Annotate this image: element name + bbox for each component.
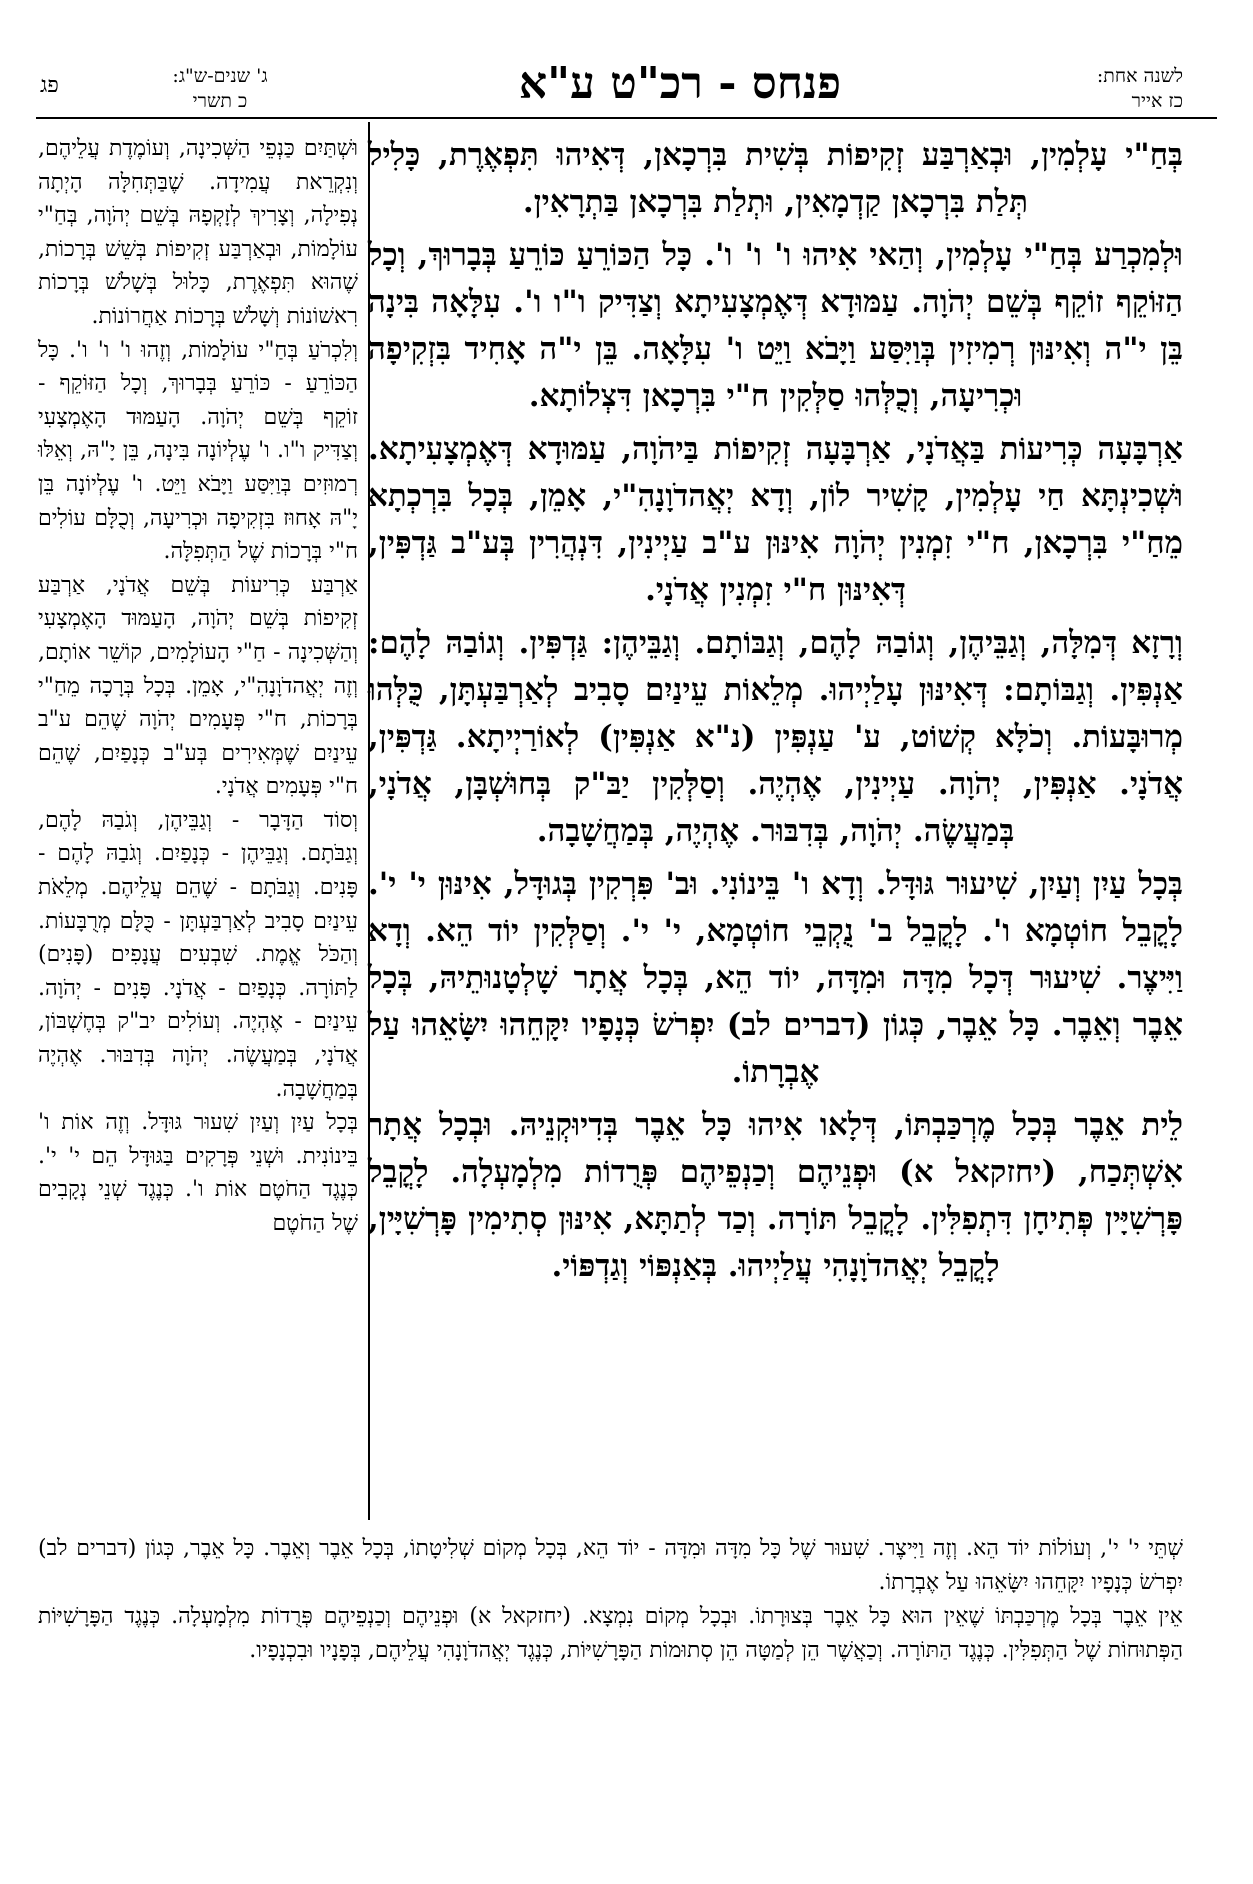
commentary-column [38, 132, 358, 1241]
footer-paragraph: אֵין אֵבֶר בְּכָל מֶרְכַּבְתּוֹ שֶׁאֵין הוּא כָּל אֵבֶר בְּצוּרָתוֹ. וּבְכָל מְקוֹם נִמְצָא. (יחזקאל א) וּפְנֵיהֶם וְכַנְפֵיהֶם פְּרֻדוֹת מִלְמָעְלָה. כְּנֶגֶד הַפָּרָשִׁיּוֹת הַפְּתוּחוֹת שֶׁל הַתְּפִלִּין. כְּנֶגֶד הַתּוֹרָה. וְכַאֲשֶׁר הֵן לְמַטָּה הֵן סְתוּמוֹת הַפָּרָשִׁיּוֹת, כְּנֶגֶד יְאֲהדֹוָנָהִי עֲלֵיהֶם, בְּפָנָיו וּבִכְנָפָיו. [38, 1604, 1183, 1663]
page-title: פנחס - רכ"ט ע"א [518, 58, 842, 109]
cycle-schedule-label: ג' שנים-ש"ג: [172, 65, 268, 87]
main-text-column [368, 132, 1183, 1296]
year-schedule [1033, 64, 1183, 116]
year-schedule-date: כז אייר [1131, 90, 1183, 112]
main-paragraph: אַרְבָּעָה כְּרִיעוֹת בַּאֲדֹנָי, אַרְבָּעָה זְקִיפוֹת בַּיהֹוָה, עַמּוּדָא דְּאֶמְצָעִיתָא. וּשְׁכִינְתָּא חַי עָלְמִין, קָשִׁיר לוֹן, וְדָא יְאֲהדֹוָנָהִ"י, אָמֵן, בְּכָל בִּרְכְתָא מֵחַ"י בִּרְכָאן, ח"י זִמְנִין יְהֹוָה אִינּוּן ע"ב עַיְינִין, דִּנְהֲרִין בְּע"ב גַּדְפִּין, דְּאִינּוּן ח"י זִמְנִין אֲדֹנָי. [368, 431, 1183, 608]
column-divider [368, 122, 370, 1520]
commentary-paragraph: אַרְבַּע כְּרִיעוֹת בְּשֵׁם אֲדֹנָי, אַרְבַּע זְקִיפוֹת בְּשֵׁם יְהֹוָה, הָעַמּוּד הָאֶמְצָעִי וְהַשְּׁכִינָה - חַ"י הָעוֹלָמִים, קוֹשֵׁר אוֹתָם, וְזֶה יְאֲהדֹוָנָהִ"י, אָמֵן. בְּכָל בְּרָכָה מֵחַ"י בְּרָכוֹת, ח"י פְּעָמִים יְהֹוָה שֶׁהֵם ע"ב עֵינַיִם שֶׁמְּאִירִים בְּע"ב כְּנָפַיִם, שֶׁהֵם ח"י פְּעָמִים אֲדֹנָי. [38, 572, 358, 800]
commentary-paragraph: וְסוֹד הַדָּבָר - וְגַבֵּיהֶן, וְגֹבַהּ לָהֶם, וְגַבֹּתָם. וְגַבֵּיהֶן - כְּנָפַיִם. וְגֹבַהּ לָהֶם - פָּנִים. וְגַבֹּתָם - שֶׁהֵם עֲלֵיהֶם. מְלֵאֹת עֵינַיִם סָבִיב לְאַרְבַּעְתָּן - כֻּלָּם מְרֻבָּעוֹת. וְהַכֹּל אֱמֶת. שִׁבְעִים עֲנָפִים (פָּנִים) לַתּוֹרָה. כְּנָפַיִם - אֲדֹנָי. פָּנִים - יְהֹוָה. עֵינַיִם - אֶהְיֶה. וְעוֹלִים יב"ק בְּחֶשְׁבּוֹן, אֲדֹנָי, בְּמַעֲשֶׂה. יְהֹוָה בְּדִבּוּר. אֶהְיֶה בְּמַחֲשָׁבָה. [38, 807, 358, 1102]
footer-commentary [38, 1532, 1183, 1668]
main-paragraph: וְרָזָא דְּמִלָּה, וְגַבֵּיהֶן, וְגוֹבַהּ לָהֶם, וְגַבּוֹתָם. וְגַבֵּיהֶן: גַּדְפִּין. וְגוֹבַהּ לָהֶם: אַנְפִּין. וְגַבּוֹתָם: דְּאִינּוּן עָלַיְיהוּ. מְלֵאוֹת עֵינַיִם סָבִיב לְאַרְבַּעְתָּן, כֻּלְּהוּ מְרוּבָּעוֹת. וְכֹלָּא קְשׁוֹט, ע' עַנְפִּין (נ"א אַנְפִּין) לְאוֹרַיְיתָא. גַּדְפִּין, אֲדֹנָי. אַנְפִּין, יְהֹוָה. עַיְינִין, אֶהְיֶה. וְסַלְּקִין יַבּ"ק בְּחוּשְׁבָּן, אֲדֹנָי, בְּמַעֲשֶׂה. יְהֹוָה, בְּדִבּוּר. אֶהְיֶה, בְּמַחֲשָׁבָה. [368, 625, 1183, 849]
cycle-schedule [120, 64, 320, 116]
commentary-paragraph: וְלִכְרֹעַ בְּחַ"י עוֹלָמוֹת, וְזֶהוּ ו' ו' ו'. כָּל הַכּוֹרֵעַ - כּוֹרֵעַ בְּבָרוּךְ, וְכָל הַזּוֹקֵף - זוֹקֵף בְּשֵׁם יְהֹוָה. הָעַמּוּד הָאֶמְצָעִי וְצַדִּיק ו"ו. ו' עֶלְיוֹנָה בִּינָה, בֵּן יָ"הּ, וְאֵלּוּ רְמוּזִים בְּוַיִּסַּע וַיָּבֹא וַיֵּט. ו' עֶלְיוֹנָה בֵּן יָ"הּ אָחוּז בִּזְקִיפָה וּכְרִיעָה, וְכֻלָּם עוֹלִים ח"י בְּרָכוֹת שֶׁל הַתְּפִלָּה. [38, 337, 358, 565]
year-schedule-label: לשנה אחת: [1096, 65, 1183, 87]
main-paragraph: לֵית אֵבֶר בְּכָל מֶרְכַּבְתּוֹ, דְּלָאו אִיהוּ כָּל אֵבֶר בְּדִיוּקְנֵיהּ. וּבְכָל אֲתָר אִשְׁתְּכַח, (יחזקאל א) וּפְנֵיהֶם וְכַנְפֵיהֶם פְּרֻדוֹת מִלְמָעְלָה. לָקֳבֵל פָּרְשִׁיָּין פְּתִיחָן דִּתְפִלִּין. לָקֳבֵל תּוֹרָה. וְכַד לְתַתָּא, אִינּוּן סְתִימִין פָּרְשִׁיָּין, לָקֳבֵל יְאֲהדֹוָנָהִי עֲלַיְיהוּ. בְּאַנְפּוֹי וְגַדְפּוֹי. [368, 1107, 1183, 1284]
cycle-schedule-date: כ תשרי [192, 90, 248, 112]
header-divider [36, 117, 1217, 119]
main-paragraph: וּלְמִכְרַע בְּחַ"י עָלְמִין, וְהַאי אִיהוּ ו' ו' ו'. כָּל הַכּוֹרֵעַ כּוֹרֵעַ בְּבָרוּךְ, וְכָל הַזּוֹקֵף זוֹקֵף בְּשֵׁם יְהֹוָה. עַמּוּדָא דְּאֶמְצָעִיתָא וְצַדִּיק ו"ו ו'. עִלָּאָה בִּינָה בֵּן י"ה וְאִינּוּן רְמִיזִין בְּוַיִּסַּע וַיָּבֹא וַיֵּט ו' עִלָּאָה. בֵּן י"ה אָחִיד בִּזְקִיפָה וּכְרִיעָה, וְכֻלְּהוּ סַלְּקִין ח"י בִּרְכָאן דִּצְלוֹתָא. [368, 237, 1183, 414]
commentary-paragraph: וּשְׁתַּיִם כַּנְפֵי הַשְּׁכִינָה, וְעוֹמֶדֶת עֲלֵיהֶם, וְנִקְרֵאת עֲמִידָה. שֶׁבַּתְּחִלָּה הָיְתָה נְפִילָה, וְצָרִיךְ לְזָקְפָהּ בְּשֵׁם יְהֹוָה, בְּחַ"י עוֹלָמוֹת, וּבְאַרְבַּע זְקִיפוֹת בְּשֵׁשׁ בְּרָכוֹת, שֶׁהוּא תִּפְאֶרֶת, כָּלוּל בְּשָׁלֹשׁ בְּרָכוֹת רִאשׁוֹנוֹת וְשָׁלֹשׁ בְּרָכוֹת אַחֲרוֹנוֹת. [38, 136, 358, 329]
main-paragraph: בְּכָל עַיִן וְעַיִן, שִׁיעוּר גּוּדָּל. וְדָא ו' בֵּינוֹנִי. וּב' פִּרְקִין בְּגוּדָּל, אִינּוּן י' י'. לָקֳבֵל חוֹטְמָא ו'. לָקֳבֵל ב' נֻקְבֵי חוֹטְמָא, י' י'. וְסַלְּקִין יוֹד הֵא. וְדָא וַיִּיצֶר. שִׁיעוּר דְּכָל מִדָּה וּמִדָּה, יוֹד הֵא, בְּכָל אֲתָר שָׁלְטָנוּתֵיהּ, בְּכָל אֵבֶר וְאֵבֶר. כָּל אֵבֶר, כְּגוֹן (דברים לב) יִפְרֹשׂ כְּנָפָיו יִקָּחֵהוּ יִשָּׂאֵהוּ עַל אֶבְרָתוֹ. [368, 866, 1183, 1090]
commentary-paragraph: בְּכָל עַיִן וְעַיִן שִׁעוּר גּוּדָּל. וְזֶה אוֹת ו' בֵּינוֹנִית. וּשְׁנֵי פְּרָקִים בַּגּוּדָּל הֵם י' י'. כְּנֶגֶד הַחֹטֶם אוֹת ו'. כְּנֶגֶד שְׁנֵי נְקָבִים שֶׁל הַחֹטֶם [38, 1110, 358, 1236]
main-paragraph: בְּחַ"י עָלְמִין, וּבְאַרְבַּע זְקִיפוֹת בְּשִׁית בִּרְכָאן, דְּאִיהוּ תִּפְאֶרֶת, כָּלִיל תְּלַת בִּרְכָאן קַדְמָאִין, וּתְלַת בִּרְכָאן בַּתְרָאִין. [368, 137, 1183, 220]
footer-paragraph: שְׁתֵּי י' י', וְעוֹלוֹת יוֹד הֵא. וְזֶה וַיִּיצֶר. שִׁעוּר שֶׁל כָּל מִדָּה וּמִדָּה - יוֹד הֵא, בְּכָל מְקוֹם שְׁלִיטָתוֹ, בְּכָל אֵבֶר וְאֵבֶר. כָּל אֵבֶר, כְּגוֹן (דברים לב) יִפְרֹשׂ כְּנָפָיו יִקָּחֵהוּ יִשָּׂאֵהוּ עַל אֶבְרָתוֹ. [38, 1536, 1183, 1595]
page-number: פג [40, 73, 59, 98]
